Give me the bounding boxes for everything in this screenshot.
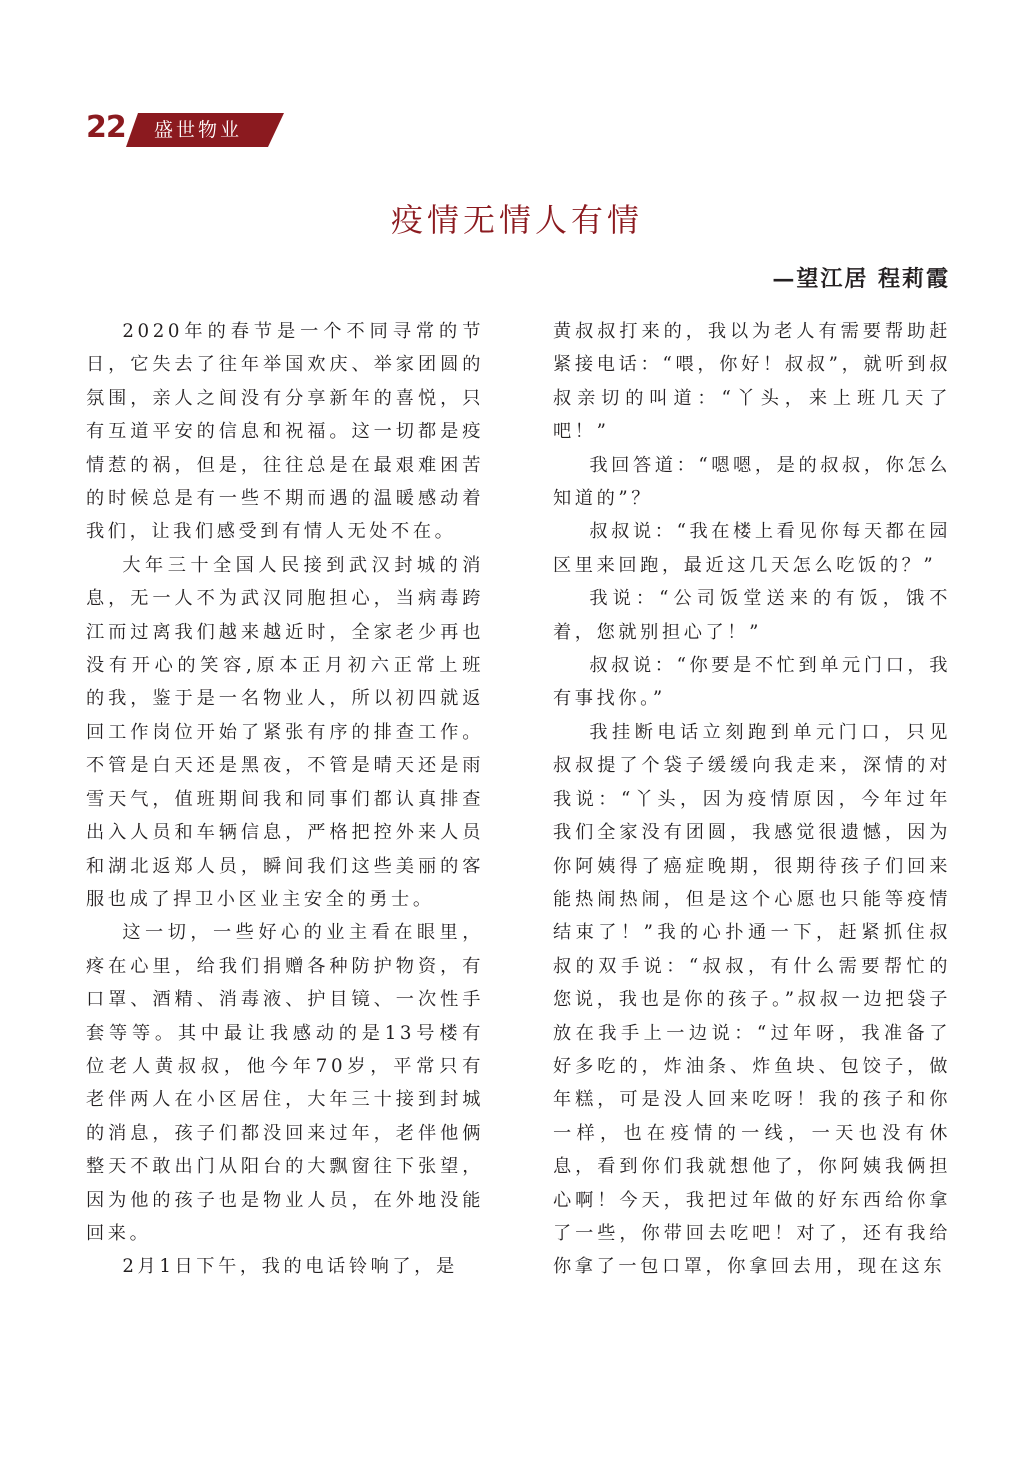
section-title: 盛世物业 [154,119,243,141]
section-banner [126,113,284,147]
page-header [86,110,296,150]
left-column [86,315,484,1284]
paragraph: 这一切，一些好心的业主看在眼里，疼在心里，给我们捐赠各种防护物资，有口罩、酒精、消毒液、护目镜、一次性手套等等。其中最让我感动的是13号楼有位老人黄叔叔，他今年70岁，平常只有老伴两人在小区居住，大年三十接到封城的消息，孩子们都没回来过年，老伴他俩整天不敢出门从阳台的大飘窗往下张望，因为他的孩子也是物业人员，在外地没能回来。 [86,922,484,1244]
page-number: 22 [86,110,126,145]
paragraph: 我说：“公司饭堂送来的有饭，饿不着，您就别担心了！” [553,588,951,643]
article-byline: —望江居 程莉霞 [772,266,950,292]
right-column [553,315,951,1284]
article-title: 疫情无情人有情 [390,201,643,239]
paragraph: 我挂断电话立刻跑到单元门口，只见叔叔提了个袋子缓缓向我走来，深情的对我说：“丫头，因为疫情原因，今年过年我们全家没有团圆，我感觉很遗憾，因为你阿姨得了癌症晚期，很期待孩子们回来能热闹热闹，但是这个心愿也只能等疫情结束了！”我的心扑通一下，赶紧抓住叔叔的双手说：“叔叔，有什么需要帮忙的您说，我也是你的孩子。”叔叔一边把袋子放在我手上一边说：“过年呀，我准备了好多吃的，炸油条、炸鱼块、包饺子，做年糕，可是没人回来吃呀！我的孩子和你一样，也在疫情的一线，一天也没有休息，看到你们我就想他了，你阿姨我俩担心啊！今天，我把过年做的好东西给你拿了一些，你带回去吃吧！对了，还有我给你拿了一包口罩，你拿回去用，现在这东 [553,721,951,1278]
paragraph: 我回答道：“嗯嗯，是的叔叔，你怎么知道的”？ [553,454,951,510]
paragraph: 2月1日下午，我的电话铃响了，是 [122,1256,458,1278]
paragraph: 2020年的春节是一个不同寻常的节日，它失去了往年举国欢庆、举家团圆的氛围，亲人之间没有分享新年的喜悦，只有互道平安的信息和祝福。这一切都是疫情惹的祸，但是，往往总是在最艰难困苦的时候总是有一些不期而遇的温暖感动着我们，让我们感受到有情人无处不在。 [86,321,484,543]
paragraph: 叔叔说：“我在楼上看见你每天都在园区里来回跑，最近这几天怎么吃饭的？” [553,521,951,576]
paragraph: 黄叔叔打来的，我以为老人有需要帮助赶紧接电话：“喂，你好！叔叔”，就听到叔叔亲切的叫道：“丫头，来上班几天了吧！” [553,321,951,443]
paragraph: 大年三十全国人民接到武汉封城的消息，无一人不为武汉同胞担心，当病毒跨江而过离我们越来越近时，全家老少再也没有开心的笑容,原本正月初六正常上班的我，鉴于是一名物业人，所以初四就返回工作岗位开始了紧张有序的排查工作。不管是白天还是黑夜，不管是晴天还是雨雪天气，值班期间我和同事们都认真排查出入人员和车辆信息，严格把控外来人员和湖北返郑人员，瞬间我们这些美丽的客服也成了捍卫小区业主安全的勇士。 [86,554,484,910]
paragraph: 叔叔说：“你要是不忙到单元门口，我有事找你。” [553,655,951,710]
